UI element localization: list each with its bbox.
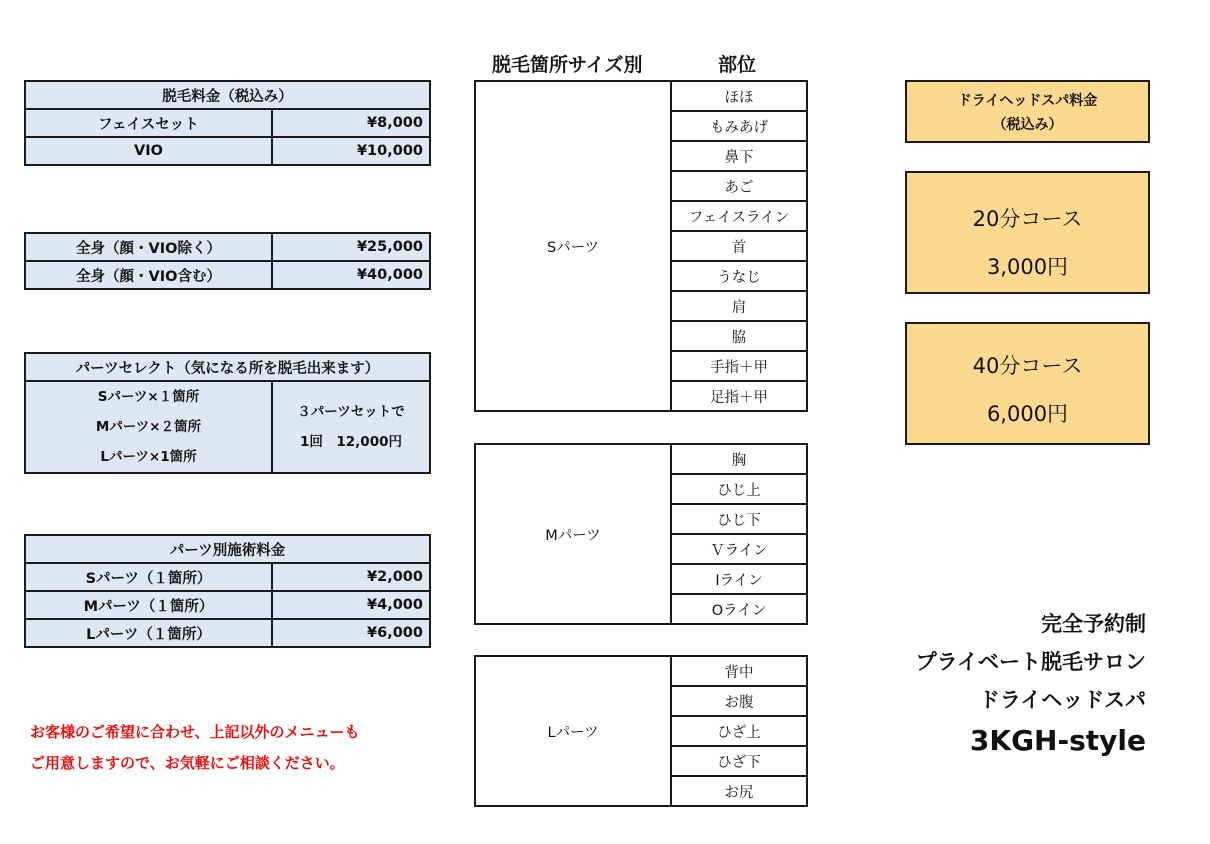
location-cell: 脇 bbox=[671, 321, 807, 351]
parts-select-table bbox=[24, 352, 431, 474]
consultation-note bbox=[30, 717, 360, 779]
offer-line: ３パーツセットで bbox=[297, 404, 405, 420]
item-price: ¥2,000 bbox=[272, 563, 430, 591]
full-body-price-table bbox=[24, 232, 431, 290]
head-spa-title: ドライヘッドスパ料金 bbox=[957, 93, 1098, 109]
table-title: 脱毛料金（税込み） bbox=[25, 81, 430, 109]
item-name: VIO bbox=[25, 137, 272, 165]
location-cell: もみあげ bbox=[671, 111, 807, 141]
table-row bbox=[25, 381, 430, 473]
location-cell: お尻 bbox=[671, 776, 807, 806]
table-row bbox=[25, 619, 430, 647]
location-cell: お腹 bbox=[671, 686, 807, 716]
location-cell: 手指＋甲 bbox=[671, 351, 807, 381]
item-price: ¥25,000 bbox=[272, 233, 430, 261]
location-cell: ひじ下 bbox=[671, 504, 807, 534]
course-20min-box bbox=[905, 171, 1150, 294]
item-name: 全身（顔・VIO含む） bbox=[25, 261, 272, 289]
spa-type: ドライヘッドスパ bbox=[978, 688, 1146, 712]
reservation-only: 完全予約制 bbox=[1041, 612, 1146, 636]
table-row bbox=[25, 109, 430, 137]
item-price: ¥8,000 bbox=[272, 109, 430, 137]
note-line: お客様のご希望に合わせ、上記以外のメニューも bbox=[30, 723, 360, 741]
table-row bbox=[25, 137, 430, 165]
location-cell: ひざ下 bbox=[671, 746, 807, 776]
location-cell: 肩 bbox=[671, 291, 807, 321]
list-item: Sパーツ×１箇所 bbox=[97, 389, 200, 405]
parts-select-items bbox=[25, 381, 272, 473]
parts-size-header: 脱毛箇所サイズ別 bbox=[492, 54, 643, 76]
per-part-price-table bbox=[24, 534, 431, 648]
location-cell: 背中 bbox=[671, 656, 807, 686]
item-price: ¥10,000 bbox=[272, 137, 430, 165]
l-parts-label: Lパーツ bbox=[475, 656, 671, 806]
l-parts-table bbox=[474, 655, 808, 807]
item-price: ¥4,000 bbox=[272, 591, 430, 619]
parts-select-offer bbox=[272, 381, 430, 473]
location-cell: 足指＋甲 bbox=[671, 381, 807, 411]
location-cell: ひざ上 bbox=[671, 716, 807, 746]
location-cell: うなじ bbox=[671, 261, 807, 291]
course-name: 40分コース bbox=[972, 354, 1083, 378]
m-parts-label: Mパーツ bbox=[475, 444, 671, 624]
item-price: ¥40,000 bbox=[272, 261, 430, 289]
location-cell: Iライン bbox=[671, 564, 807, 594]
table-row bbox=[25, 563, 430, 591]
location-cell: 首 bbox=[671, 231, 807, 261]
list-item: Lパーツ×1箇所 bbox=[100, 449, 197, 465]
s-parts-table bbox=[474, 80, 808, 412]
course-40min-box bbox=[905, 322, 1150, 445]
salon-type: プライベート脱毛サロン bbox=[915, 650, 1146, 674]
location-cell: ほほ bbox=[671, 81, 807, 111]
item-name: Mパーツ（１箇所） bbox=[25, 591, 272, 619]
hair-removal-price-table bbox=[24, 80, 431, 166]
item-name: Sパーツ（１箇所） bbox=[25, 563, 272, 591]
head-spa-title-box bbox=[905, 80, 1150, 143]
table-row bbox=[25, 233, 430, 261]
head-spa-tax-note: （税込み） bbox=[992, 117, 1063, 133]
course-name: 20分コース bbox=[972, 207, 1083, 231]
item-name: 全身（顔・VIO除く） bbox=[25, 233, 272, 261]
item-name: フェイスセット bbox=[25, 109, 272, 137]
course-price: 3,000円 bbox=[986, 255, 1069, 279]
table-row bbox=[25, 261, 430, 289]
location-cell: フェイスライン bbox=[671, 201, 807, 231]
location-cell: Ｖライン bbox=[671, 534, 807, 564]
location-header: 部位 bbox=[718, 54, 757, 76]
table-title: パーツ別施術料金 bbox=[25, 535, 430, 563]
note-line: ご用意しますので、お気軽にご相談ください。 bbox=[30, 754, 345, 772]
location-cell: あご bbox=[671, 171, 807, 201]
m-parts-table bbox=[474, 443, 808, 625]
location-cell: Oライン bbox=[671, 594, 807, 624]
list-item: Mパーツ×２箇所 bbox=[95, 419, 202, 435]
location-cell: 鼻下 bbox=[671, 141, 807, 171]
offer-line: 1回 12,000円 bbox=[300, 434, 402, 450]
course-price: 6,000円 bbox=[986, 402, 1069, 426]
s-parts-label: Sパーツ bbox=[475, 81, 671, 411]
location-cell: ひじ上 bbox=[671, 474, 807, 504]
location-cell: 胸 bbox=[671, 444, 807, 474]
item-price: ¥6,000 bbox=[272, 619, 430, 647]
item-name: Lパーツ（１箇所） bbox=[25, 619, 272, 647]
table-title: パーツセレクト（気になる所を脱毛出来ます） bbox=[25, 353, 430, 381]
brand-name: 3KGH-style bbox=[969, 724, 1146, 757]
table-row bbox=[25, 591, 430, 619]
